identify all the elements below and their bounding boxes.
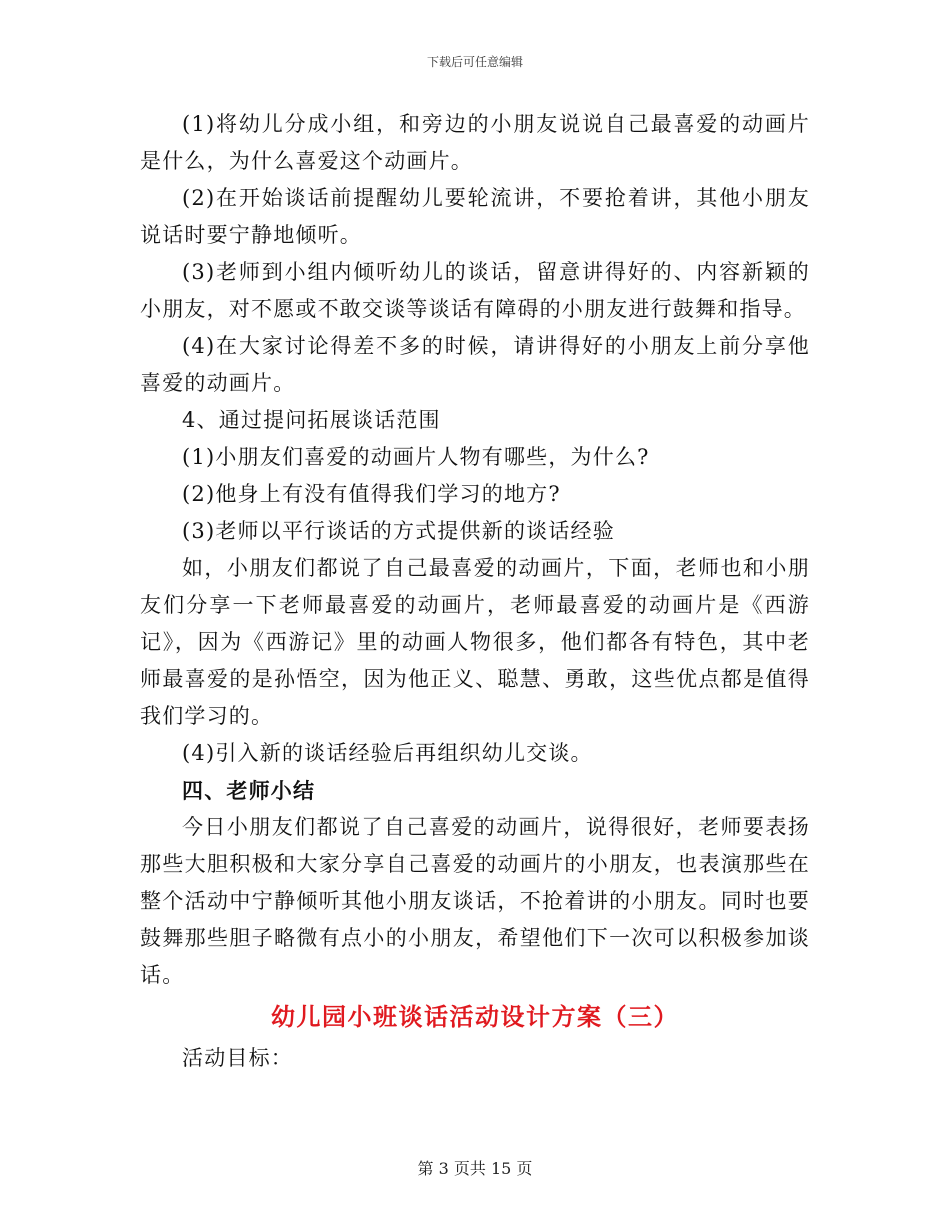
question-2: (2)他身上有没有值得我们学习的地方? bbox=[182, 482, 561, 506]
page-header: 下载后可任意编辑 bbox=[426, 55, 523, 69]
question-3: (3)老师以平行谈话的方式提供新的谈话经验 bbox=[182, 519, 615, 543]
paragraph-step-1: (1)将幼儿分成小组，和旁边的小朋友说说自己最喜爱的动画片是什么，为什么喜爱这个动画片。 bbox=[140, 112, 810, 173]
document-body bbox=[140, 106, 810, 1077]
activity-goals-label: 活动目标： bbox=[182, 1046, 293, 1070]
question-1: (1)小朋友们喜爱的动画片人物有哪些，为什么? bbox=[182, 445, 650, 469]
paragraph-step-3: (3)老师到小组内倾听幼儿的谈话，留意讲得好的、内容新颖的小朋友，对不愿或不敢交谈等谈话有障碍的小朋友进行鼓舞和指导。 bbox=[140, 260, 810, 321]
paragraph-step-4: (4)在大家讨论得差不多的时候，请讲得好的小朋友上前分享他喜爱的动画片。 bbox=[140, 334, 810, 395]
summary-paragraph: 今日小朋友们都说了自己喜爱的动画片，说得很好，老师要表扬那些大胆积极和大家分享自己喜爱的动画片的小朋友，也表演那些在整个活动中宁静倾听其他小朋友谈话，不抢着讲的小朋友。同时也要鼓舞那些胆子略微有点小的小朋友，希望他们下一次可以积极参加谈话。 bbox=[140, 815, 810, 987]
section-heading-summary: 四、老师小结 bbox=[182, 778, 316, 803]
section-heading-4: 4、通过提问拓展谈话范围 bbox=[182, 408, 441, 432]
section-title: 幼儿园小班谈话活动设计方案（三） bbox=[271, 1002, 679, 1031]
page-footer: 第 3 页共 15 页 bbox=[417, 1159, 533, 1178]
example-paragraph: 如，小朋友们都说了自己最喜爱的动画片，下面，老师也和小朋友们分享一下老师最喜爱的动画片，老师最喜爱的动画片是《西游记》，因为《西游记》里的动画人物很多，他们都各有特色，其中老师最喜爱的是孙悟空，因为他正义、聪慧、勇敢，这些优点都是值得我们学习的。 bbox=[140, 556, 810, 728]
question-4: (4)引入新的谈话经验后再组织幼儿交谈。 bbox=[182, 741, 593, 765]
paragraph-step-2: (2)在开始谈话前提醒幼儿要轮流讲，不要抢着讲，其他小朋友说话时要宁静地倾听。 bbox=[140, 186, 810, 247]
